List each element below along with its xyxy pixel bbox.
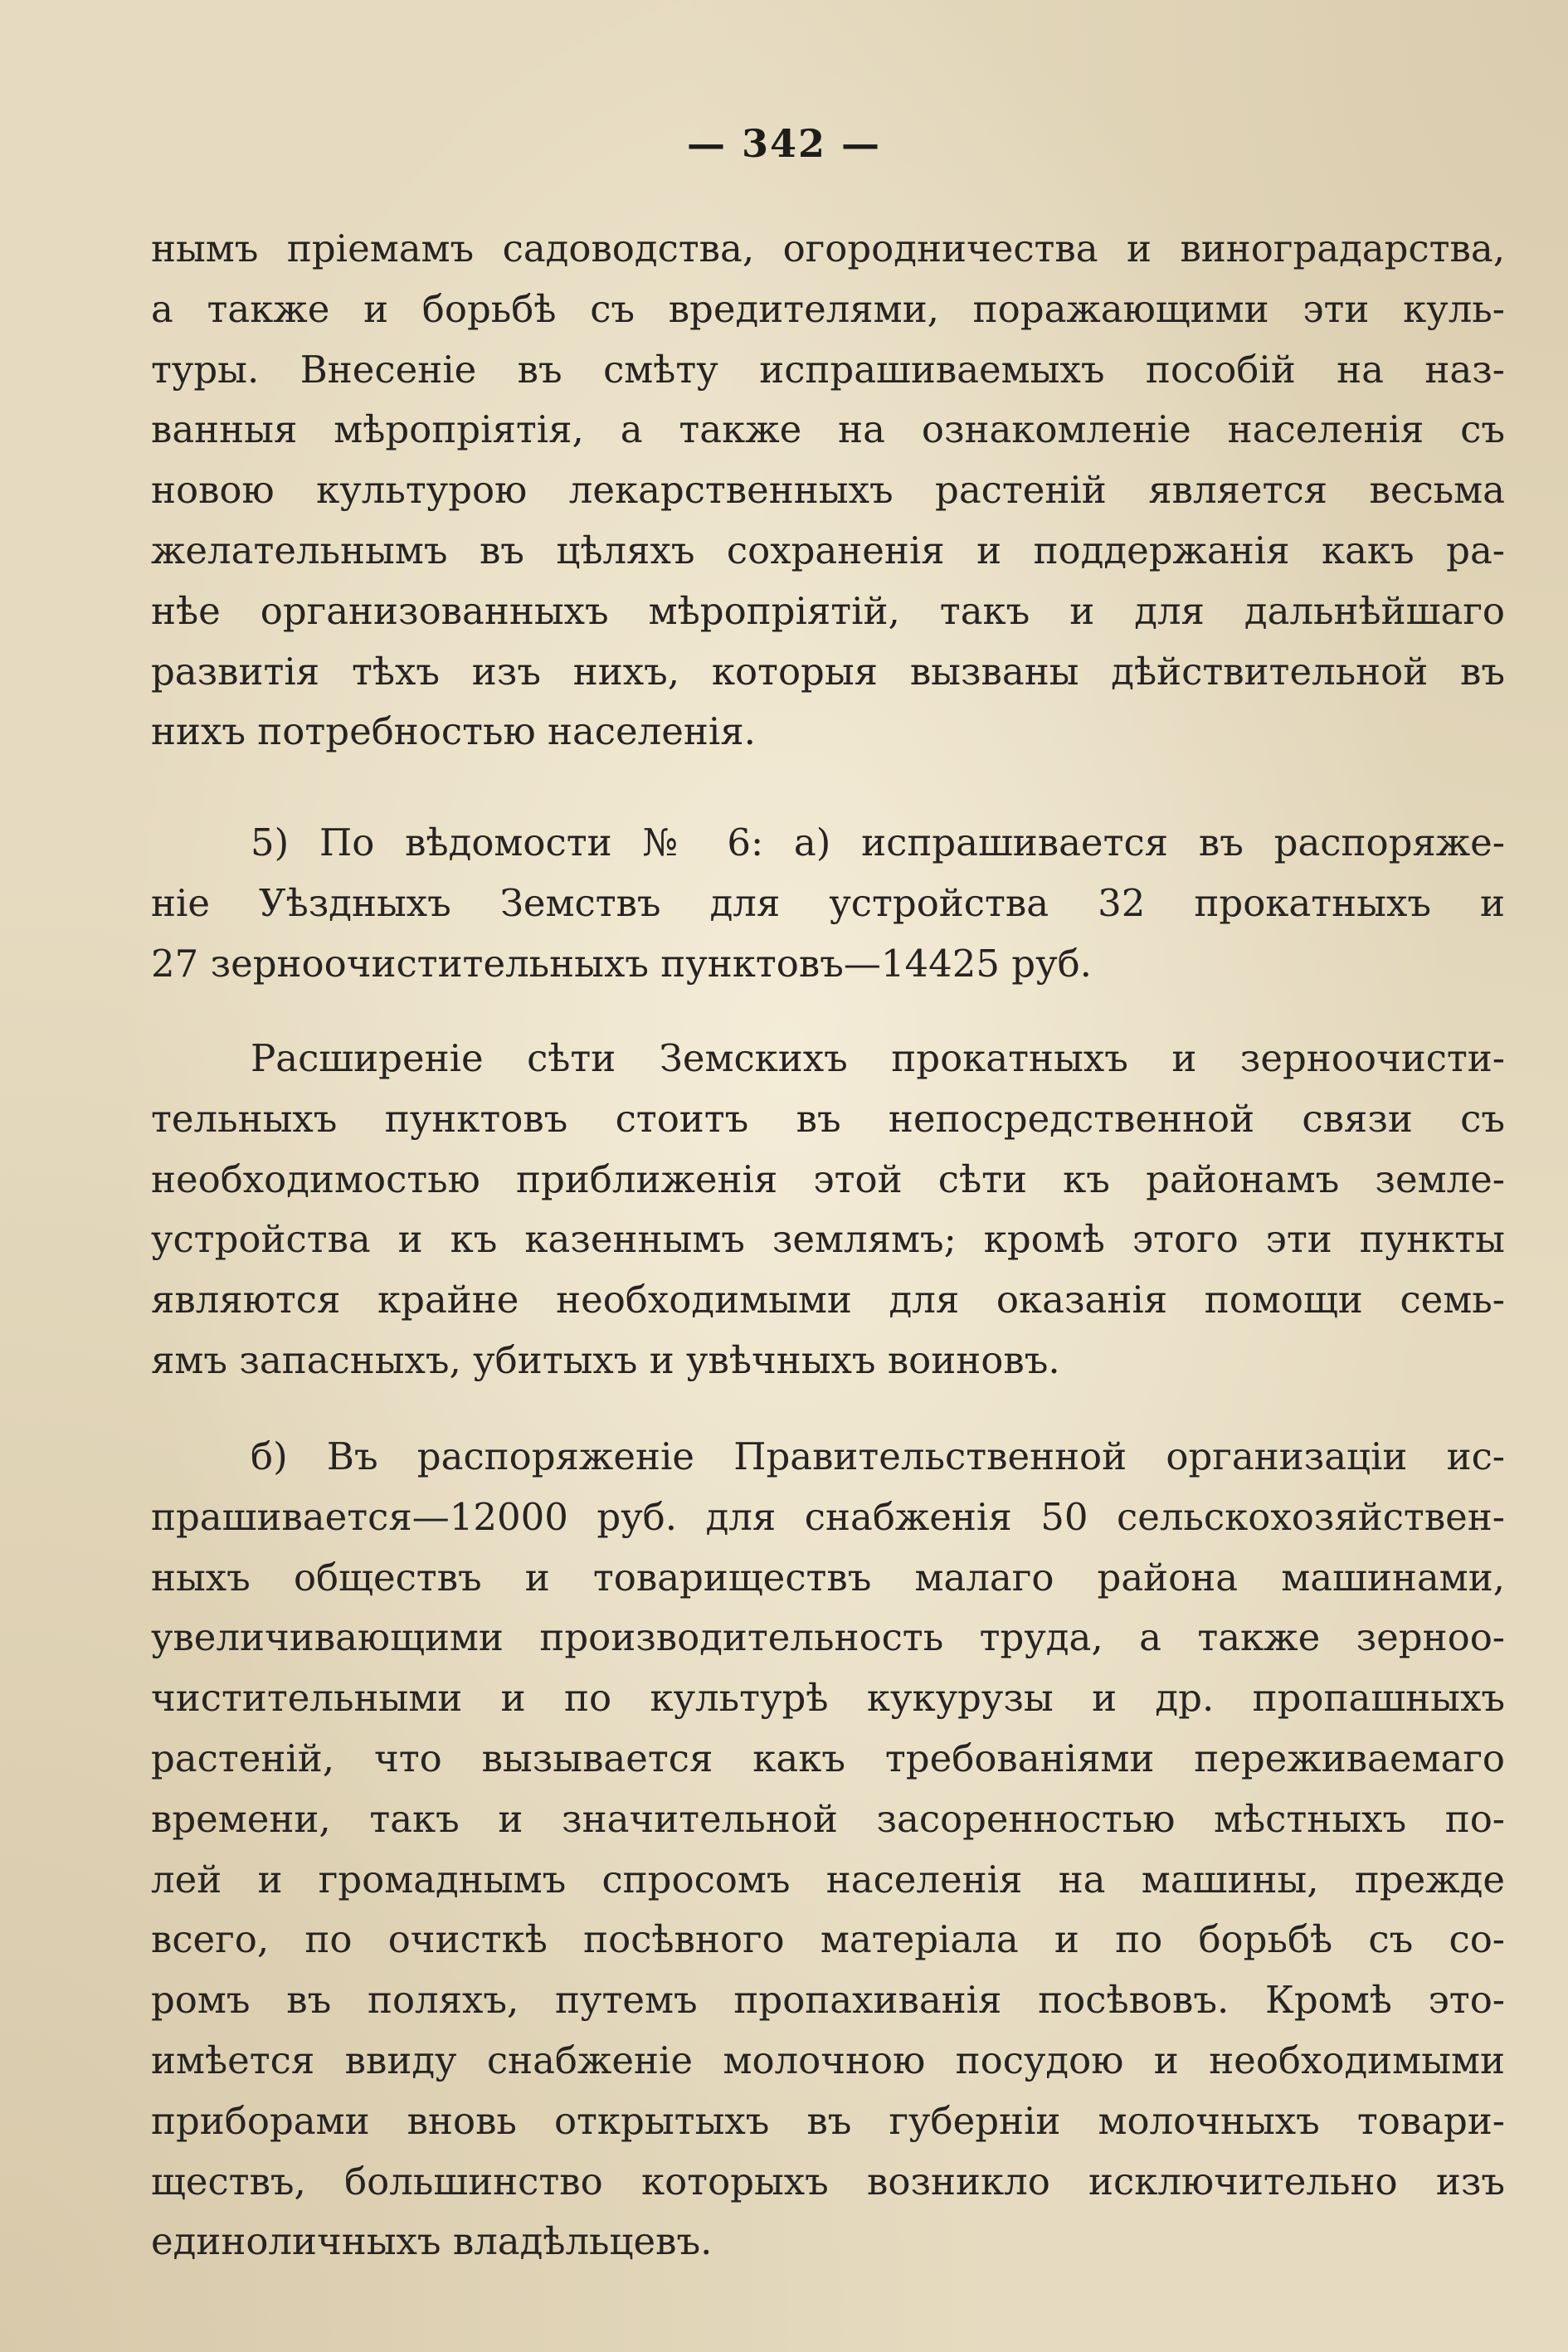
text-line: 27 зерноочистительныхъ пунктовъ—14425 руб. [151, 941, 1092, 986]
text-line: необходимостью приближенія этой сѣти къ районамъ земле- [151, 1157, 1505, 1201]
page-number: — 342 — [686, 121, 882, 166]
paragraph-4 [151, 1427, 1505, 2272]
text-line: ромъ въ поляхъ, путемъ пропахиванія посѣвовъ. Кромѣ это- [151, 1978, 1505, 2023]
text-line: являются крайне необходимыми для оказанія помощи семь- [151, 1278, 1505, 1322]
text-line: лей и громаднымъ спросомъ населенія на машины, прежде [151, 1857, 1505, 1902]
text-line: тельныхъ пунктовъ стоитъ въ непосредственной связи съ [151, 1096, 1505, 1141]
text-line: ществъ, большинство которыхъ возникло исключительно изъ [151, 2159, 1505, 2203]
text-line: туры. Внесеніе въ смѣту испрашиваемыхъ пособій на наз- [151, 347, 1505, 392]
text-line: устройства и къ казеннымъ землямъ; кромѣ этого эти пункты [151, 1217, 1505, 1262]
text-line: нихъ потребностью населенія. [151, 709, 756, 754]
paragraph-1 [151, 219, 1505, 762]
text-line: времени, такъ и значительной засоренностью мѣстныхъ по- [151, 1796, 1505, 1841]
text-line: ныхъ обществъ и товариществъ малаго района машинами, [151, 1555, 1505, 1600]
text-line: единоличныхъ владѣльцевъ. [151, 2219, 713, 2264]
paragraph-2 [151, 813, 1505, 994]
text-line: всего, по очисткѣ посѣвного матеріала и по борьбѣ съ со- [151, 1917, 1505, 1962]
text-line: приборами вновь открытыхъ въ губерніи молочныхъ товари- [151, 2098, 1505, 2143]
text-line: нѣе организованныхъ мѣропріятій, такъ и для дальнѣйшаго [151, 588, 1505, 633]
text-line: ніе Уѣздныхъ Земствъ для устройства 32 прокатныхъ и [151, 880, 1505, 925]
text-line: а также и борьбѣ съ вредителями, поражающими эти куль- [151, 286, 1505, 331]
text-line: желательнымъ въ цѣляхъ сохраненія и поддержанія какъ ра- [151, 528, 1505, 572]
text-line: ямъ запасныхъ, убитыхъ и увѣчныхъ воиновъ. [151, 1337, 1060, 1382]
text-line: чистительными и по культурѣ кукурузы и др. пропашныхъ [151, 1676, 1505, 1721]
text-line: прашивается—12000 руб. для снабженія 50 сельскохозяйствен- [151, 1494, 1505, 1539]
text-line: увеличивающими производительность труда, а также зерноо- [151, 1615, 1505, 1660]
text-line: нымъ пріемамъ садоводства, огородничества и виноградарства, [151, 226, 1505, 270]
text-line: новою культурою лекарственныхъ растеній является весьма [151, 468, 1505, 513]
text-line: имѣется ввиду снабженіе молочною посудою и необходимыми [151, 2038, 1505, 2082]
text-line: Расширеніе сѣти Земскихъ прокатныхъ и зерноочисти- [251, 1036, 1505, 1080]
text-line: б) Въ распоряженіе Правительственной организаціи ис- [251, 1434, 1505, 1478]
text-line: 5) По вѣдомости № 6: а) испрашивается въ распоряже- [251, 821, 1505, 864]
text-line: ванныя мѣропріятія, а также на ознакомленіе населенія съ [151, 407, 1505, 452]
text-line: растеній, что вызывается какъ требованіями переживаемаго [151, 1736, 1505, 1780]
paragraph-3 [151, 1029, 1505, 1391]
text-line: развитія тѣхъ изъ нихъ, которыя вызваны дѣйствительной въ [151, 649, 1505, 694]
